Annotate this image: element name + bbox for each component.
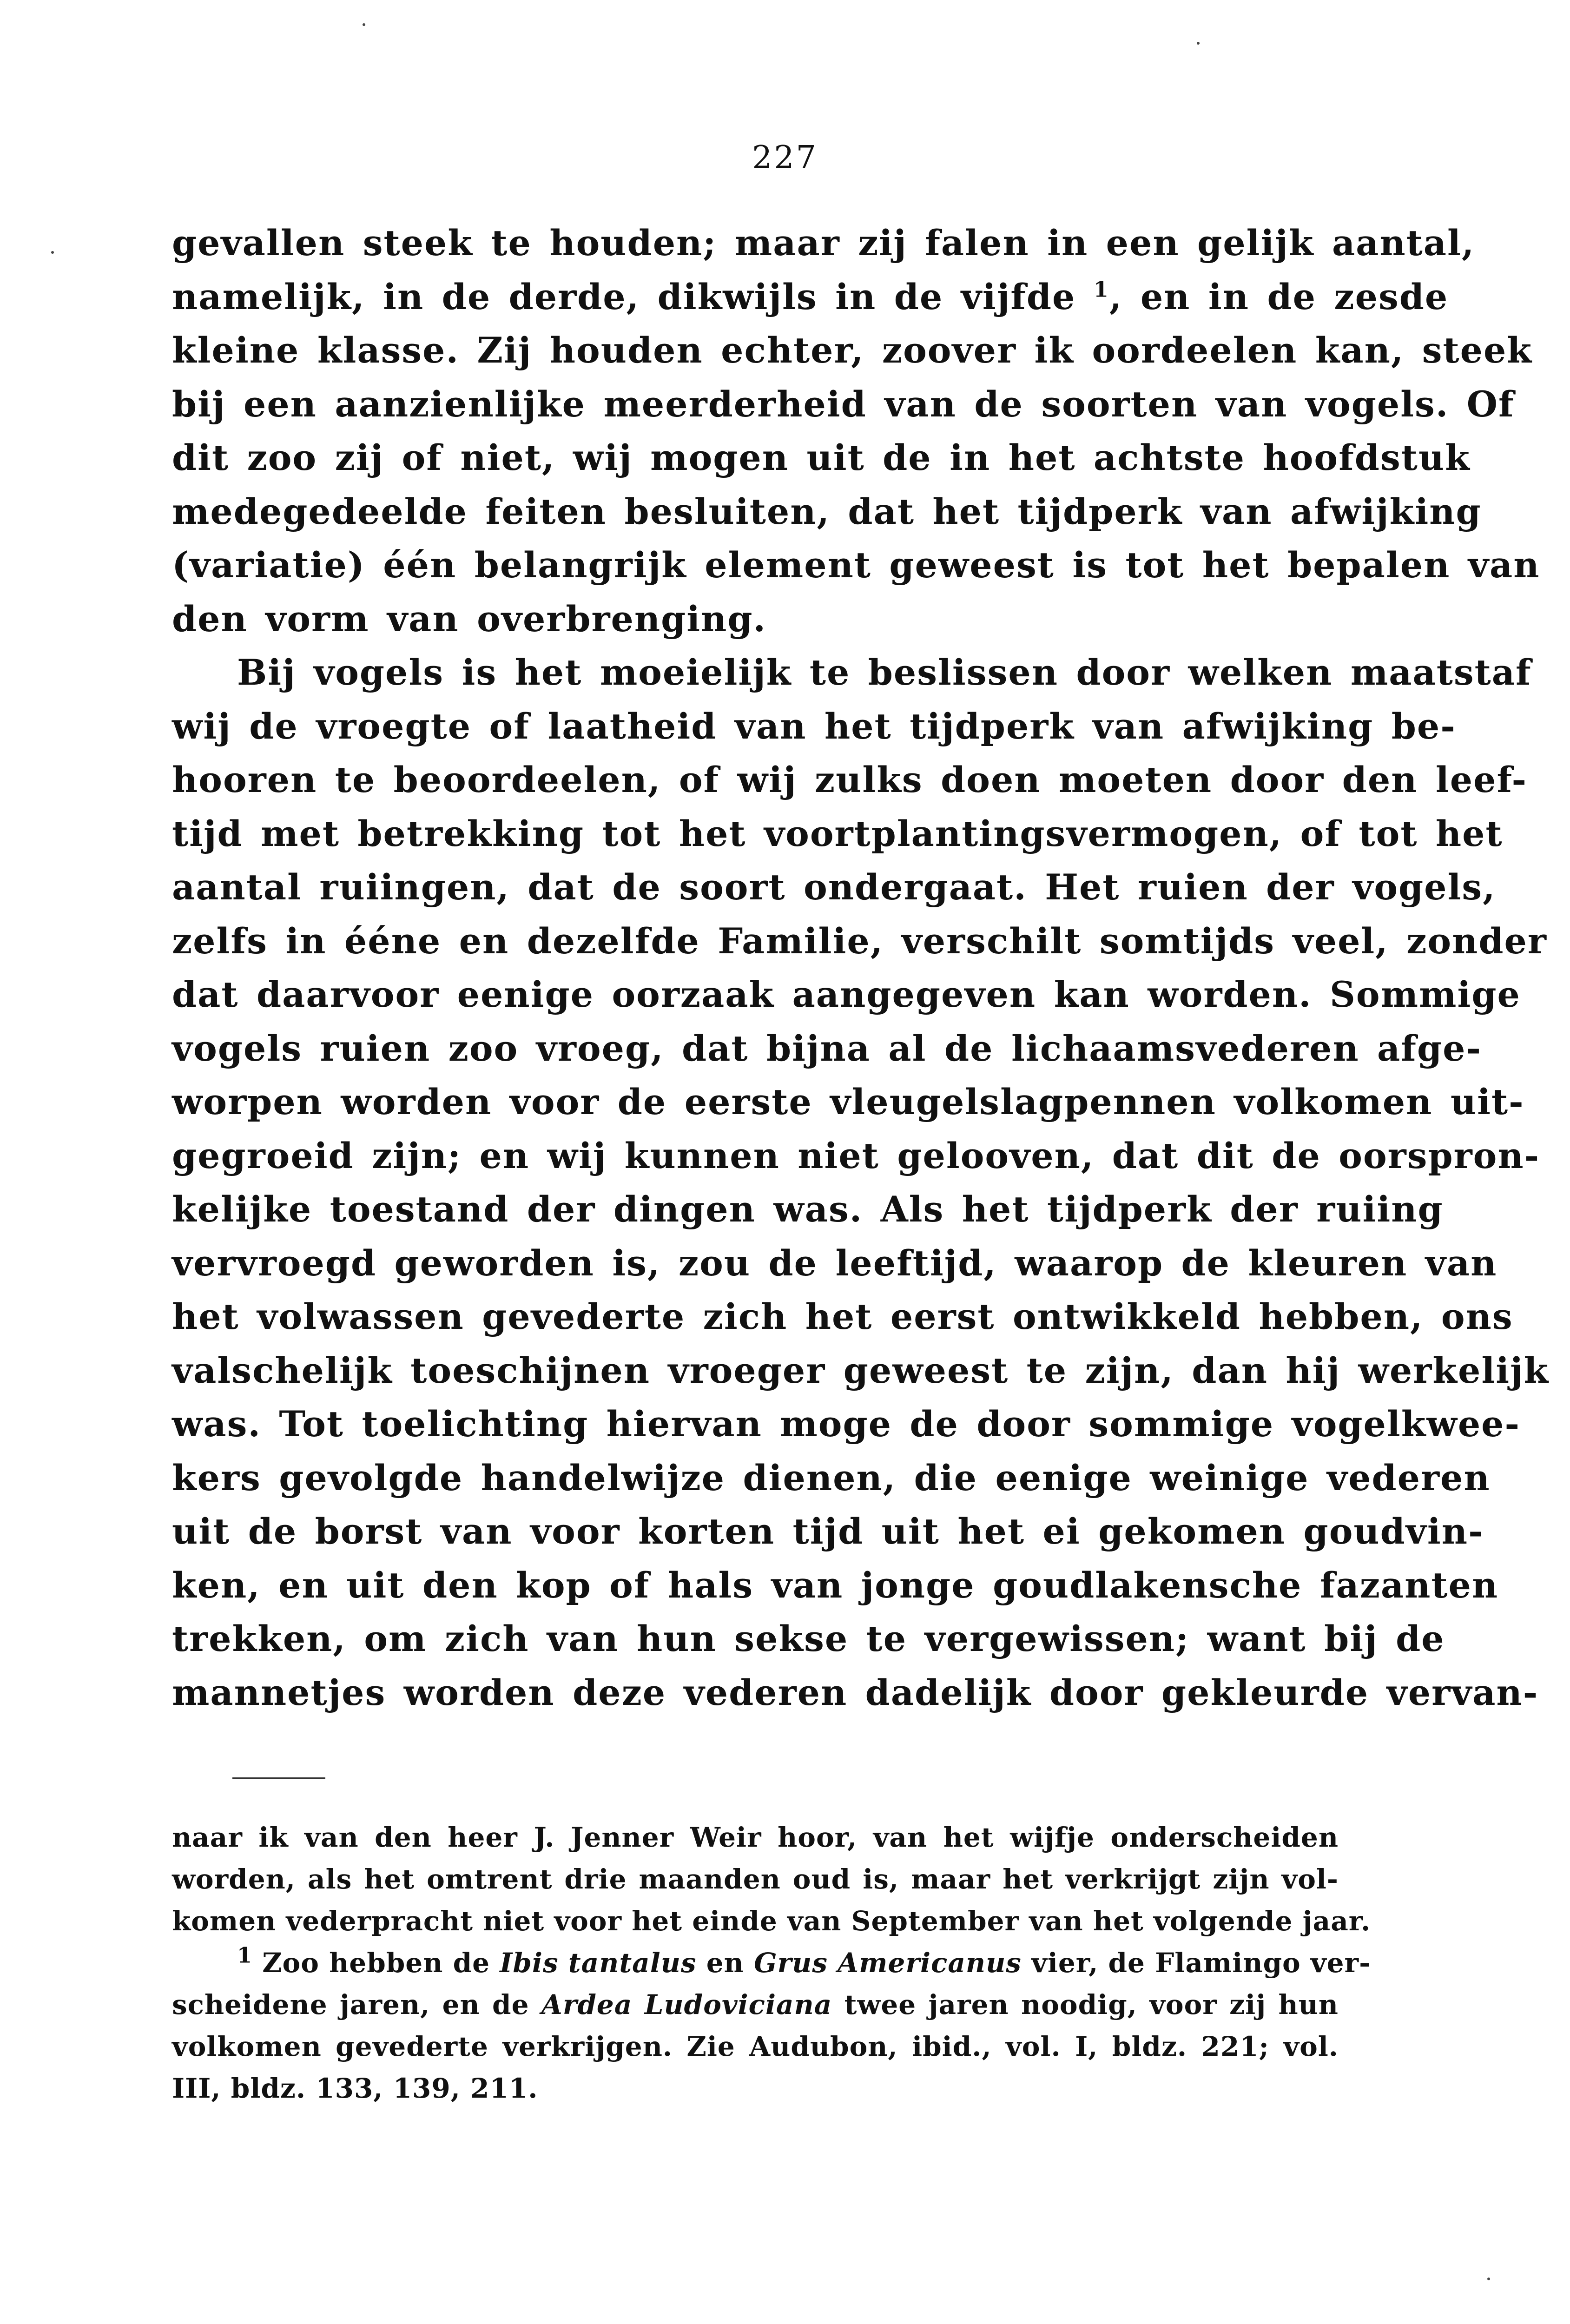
body-line: medegedeelde feiten besluiten, dat het tijdperk van afwijking xyxy=(172,490,1482,532)
body-line: worpen worden voor de eerste vleugelslagpennen volkomen uit- xyxy=(172,1081,1524,1122)
footnote-line: naar ik van den heer J. Jenner Weir hoor, van het wijfje onderscheiden xyxy=(172,1822,1339,1853)
body-line: (variatie) één belangrijk element geweest is tot het bepalen van xyxy=(172,544,1540,586)
body-line: hooren te beoordeelen, of wij zulks doen moeten door den leef- xyxy=(172,759,1527,800)
scan-speck xyxy=(1197,42,1200,45)
scan-speck xyxy=(1487,2278,1490,2280)
footnote-text: scheidene jaren, en de xyxy=(172,1989,529,2020)
scan-speck xyxy=(363,23,365,26)
body-line: bij een aanzienlijke meerderheid van de soorten van vogels. Of xyxy=(172,383,1515,425)
body-line-text: , en in de zesde xyxy=(1109,276,1449,317)
body-line: Bij vogels is het moeielijk te beslissen door welken maatstaf xyxy=(237,652,1532,693)
body-line: trekken, om zich van hun sekse te vergewissen; want bij de xyxy=(172,1618,1445,1659)
footnote-1-line xyxy=(172,1984,1339,2026)
scan-speck xyxy=(51,251,54,254)
body-line: kelijke toestand der dingen was. Als het tijdperk der ruiing xyxy=(172,1188,1444,1230)
page-number: 227 xyxy=(752,139,818,176)
body-line: gevallen steek te houden; maar zij falen in een gelijk aantal, xyxy=(172,222,1475,264)
body-line xyxy=(172,270,1449,324)
body-line: wij de vroegte of laatheid van het tijdperk van afwijking be- xyxy=(172,705,1456,747)
body-line: vogels ruien zoo vroeg, dat bijna al de lichaamsvederen afge- xyxy=(172,1027,1482,1069)
footnote-line: komen vederpracht niet voor het einde van September van het volgende jaar. xyxy=(172,1905,1371,1937)
footnote-1-line: volkomen gevederte verkrijgen. Zie Audubon, ibid., vol. I, bldz. 221; vol. xyxy=(172,2031,1339,2062)
body-line: den vorm van overbrenging. xyxy=(172,598,766,640)
body-text xyxy=(172,216,1550,1719)
body-line: ken, en uit den kop of hals van jonge goudlakensche fazanten xyxy=(172,1564,1499,1606)
body-line: gegroeid zijn; en wij kunnen niet gelooven, dat dit de oorspron- xyxy=(172,1135,1540,1176)
footnote-text: en xyxy=(706,1947,744,1979)
footnote-text: vier, de Flamingo ver- xyxy=(1031,1947,1371,1979)
body-line: tijd met betrekking tot het voortplantingsvermogen, of tot het xyxy=(172,812,1503,854)
body-line: was. Tot toelichting hiervan moge de door sommige vogelkwee- xyxy=(172,1403,1521,1445)
footnote-ref[interactable]: 1 xyxy=(1093,277,1109,302)
footnote-marker: 1 xyxy=(237,1942,253,1968)
body-line: vervroegd geworden is, zou de leeftijd, waarop de kleuren van xyxy=(172,1242,1497,1284)
body-line: valschelijk toeschijnen vroeger geweest te zijn, dan hij werkelijk xyxy=(172,1349,1550,1391)
species-name: Ibis tantalus xyxy=(500,1947,697,1979)
body-line: mannetjes worden deze vederen dadelijk door gekleurde vervan- xyxy=(172,1671,1539,1713)
footnote-text: twee jaren noodig, voor zij hun xyxy=(844,1989,1339,2020)
body-line: zelfs in ééne en dezelfde Familie, verschilt somtijds veel, zonder xyxy=(172,920,1547,962)
footnote-1-line: III, bldz. 133, 139, 211. xyxy=(172,2073,538,2104)
footnotes xyxy=(172,1816,1371,2109)
footnote-line: worden, als het omtrent drie maanden oud is, maar het verkrijgt zijn vol- xyxy=(172,1863,1339,1895)
species-name: Grus Americanus xyxy=(754,1947,1022,1979)
body-line: aantal ruiingen, dat de soort ondergaat. Het ruien der vogels, xyxy=(172,866,1496,908)
footnote-separator xyxy=(232,1777,325,1779)
body-line: uit de borst van voor korten tijd uit het ei gekomen goudvin- xyxy=(172,1511,1484,1552)
body-line-text: namelijk, in de derde, dikwijls in de vijfde xyxy=(172,276,1076,317)
body-line: dat daarvoor eenige oorzaak aangegeven kan worden. Sommige xyxy=(172,974,1521,1015)
body-line: kers gevolgde handelwijze dienen, die eenige weinige vederen xyxy=(172,1457,1491,1499)
footnote-1-line xyxy=(172,1942,1371,1984)
species-name: Ardea Ludoviciana xyxy=(541,1989,832,2020)
footnote-text: Zoo hebben de xyxy=(262,1947,490,1979)
body-line: het volwassen gevederte zich het eerst ontwikkeld hebben, ons xyxy=(172,1296,1513,1337)
body-line: kleine klasse. Zij houden echter, zoover ik oordeelen kan, steek xyxy=(172,330,1533,371)
body-line: dit zoo zij of niet, wij mogen uit de in het achtste hoofdstuk xyxy=(172,437,1471,478)
